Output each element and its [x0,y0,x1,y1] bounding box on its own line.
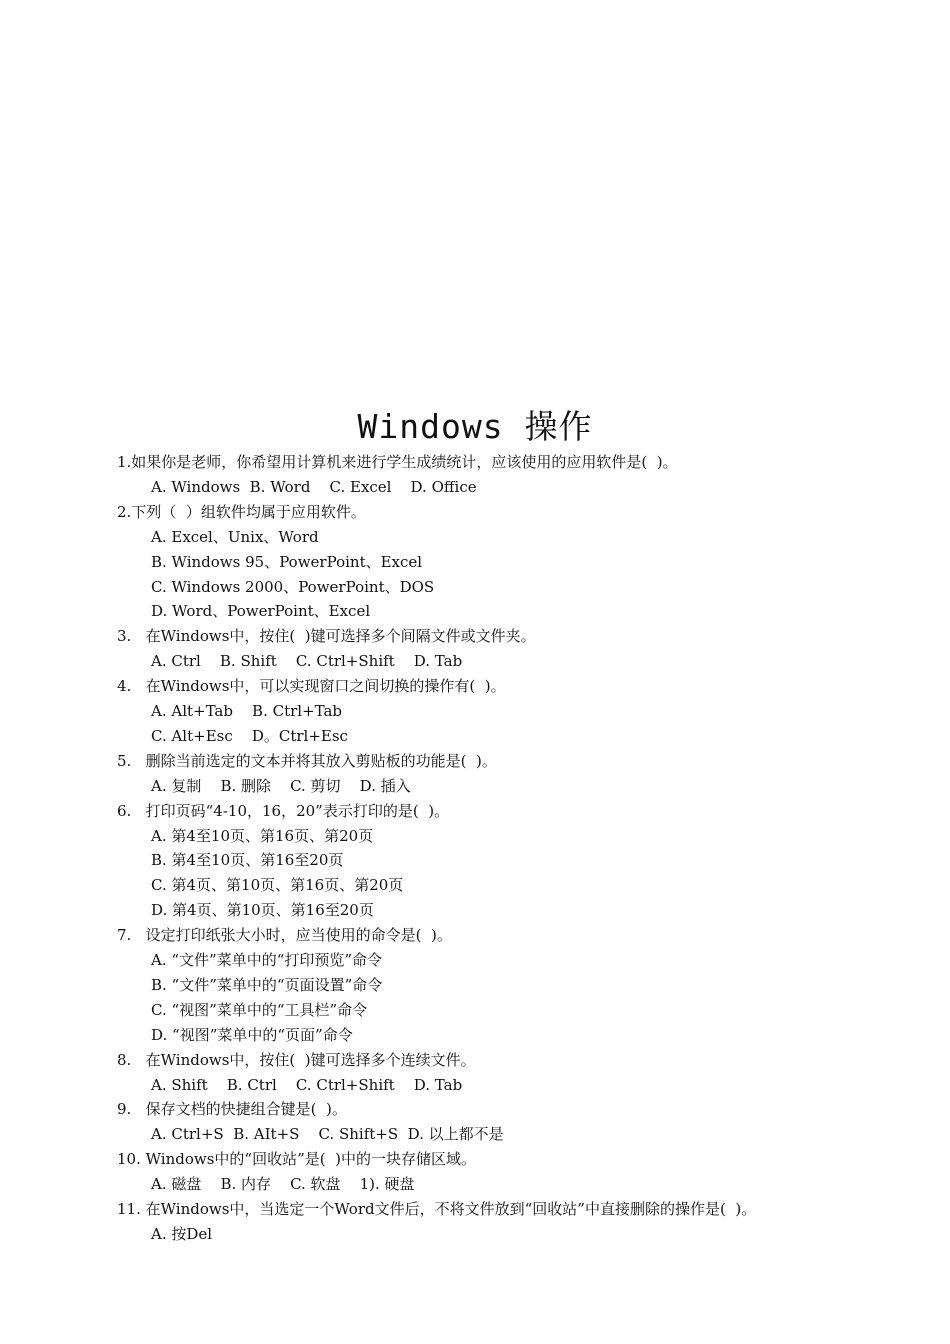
answer-option: B. Windows 95、PowerPoint、Excel [151,552,423,571]
question-text: 1.如果你是老师，你希望用计算机来进行学生成绩统计，应该使用的应用软件是( )。 [117,453,678,471]
question-text: 8. 在Windows中，按住( )键可选择多个连续文件。 [117,1050,476,1069]
answer-option: B. 第4至10页、第16至20页 [151,851,344,870]
answer-option: C. Windows 2000、PowerPoint、DOS [151,577,435,596]
answer-option: B. “文件”菜单中的“页面设置”命令 [151,975,383,994]
answer-option: A. Shift B. Ctrl C. Ctrl+Shift D. Tab [151,1075,463,1094]
question-text: 2.下列（ ）组软件均属于应用软件。 [117,502,366,521]
answer-option: A. 第4至10页、第16页、第20页 [151,826,374,845]
answer-option: C. 第4页、第10页、第16页、第20页 [151,876,404,895]
answer-option: A. Excel、Unix、Word [151,527,319,546]
answer-option: D. 第4页、第10页、第16至20页 [151,901,374,920]
answer-option: A. Windows B. Word C. Excel D. Office [151,477,477,496]
question-text: 10. Windows中的“回收站”是( )中的一块存储区域。 [117,1150,476,1169]
answer-option: A. Ctrl B. Shift C. Ctrl+Shift D. Tab [151,652,463,671]
answer-option: A. Alt+Tab B. Ctrl+Tab [151,702,343,720]
answer-option: A. Ctrl+S B. AIt+S C. Shift+S D. 以上都不是 [151,1125,504,1144]
question-text: 6. 打印页码“4-10，16，20”表示打印的是( )。 [117,801,450,820]
question-text: 5. 删除当前选定的文本并将其放入剪贴板的功能是( )。 [117,751,497,770]
answer-option: A. 按Del [151,1224,213,1243]
question-text: 9. 保存文档的快捷组合键是( )。 [117,1100,347,1119]
answer-option: A. 磁盘 B. 内存 C. 软盘 1). 硬盘 [151,1175,415,1194]
question-text: 4. 在Windows中，可以实现窗口之间切换的操作有( )。 [117,677,506,696]
answer-option: C. “视图”菜单中的“工具栏”命令 [151,1000,368,1019]
question-text: 3. 在Windows中，按住( )键可选择多个间隔文件或文件夹。 [117,627,536,646]
question-text: 7. 设定打印纸张大小时，应当使用的命令是( )。 [117,926,452,945]
answer-option: D. “视图”菜单中的“页面”命令 [151,1025,353,1044]
document-title: Windows 操作 [357,407,593,446]
answer-option: C. Alt+Esc D。Ctrl+Esc [151,726,348,745]
answer-option: A. “文件”菜单中的“打印预览”命令 [151,951,383,969]
answer-option: D. Word、PowerPoint、Excel [151,602,371,621]
answer-option: A. 复制 B. 删除 C. 剪切 D. 插入 [151,776,411,795]
question-text: 11. 在Windows中，当选定一个Word文件后，不将文件放到“回收站”中直接删除的操作是( )。 [117,1200,757,1218]
